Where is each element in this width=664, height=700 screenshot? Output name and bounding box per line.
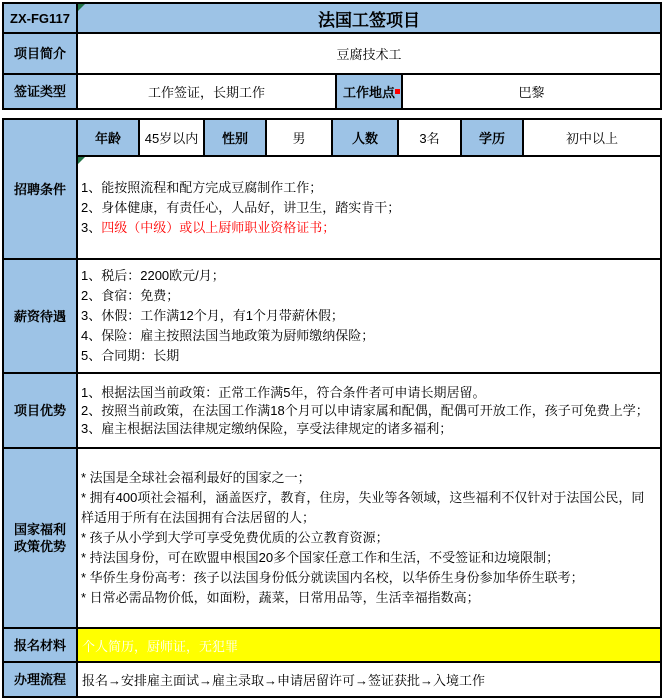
- field-education-label: 学历: [462, 120, 522, 155]
- recruit-line-prefix: 3、: [81, 219, 102, 235]
- project-brief-label: 项目简介: [4, 34, 76, 73]
- recruit-section: [4, 120, 660, 258]
- salary-line: 5、合同期：长期: [81, 348, 180, 363]
- field-gender-label: 性别: [205, 120, 265, 155]
- salary-section: [4, 260, 660, 372]
- field-headcount-label: 人数: [333, 120, 397, 155]
- recruit-line: 1、能按照流程和配方完成豆腐制作工作；: [81, 179, 323, 195]
- welfare-label-line2: 政策优势: [13, 539, 66, 554]
- advantages-section: [4, 374, 660, 447]
- comment-marker-icon: [395, 89, 400, 94]
- field-age-label: 年龄: [78, 120, 138, 155]
- field-education-value: 初中以上: [524, 120, 660, 155]
- recruit-fields-row: [78, 120, 660, 155]
- process-section: [4, 663, 660, 696]
- page-title-text: 法国工签项目: [318, 10, 420, 30]
- project-brief-row: [4, 34, 660, 73]
- recruit-right-area: [78, 120, 660, 258]
- title-row: [4, 4, 660, 32]
- project-code-cell: ZX-FG117: [4, 4, 76, 32]
- advantages-content: [78, 374, 660, 447]
- recruit-line-red-text: 四级（中级）或以上厨师职业资格证书；: [101, 219, 336, 235]
- salary-content: [78, 260, 660, 372]
- welfare-line: * 持法国身份，可在欧盟申根国20多个国家任意工作和生活，不受签证和边境限制；: [81, 550, 560, 565]
- recruit-label: 招聘条件: [4, 120, 76, 258]
- work-location-label-text: 工作地点: [342, 85, 395, 100]
- process-label: 办理流程: [4, 663, 76, 696]
- field-gender-value: 男: [267, 120, 331, 155]
- materials-section: [4, 629, 660, 661]
- process-value: 报名→安排雇主面试→雇主录取→申请居留许可→签证获批→入境工作: [78, 663, 660, 696]
- welfare-line: * 日常必需品物价低，如面粉，蔬菜，日常用品等，生活幸福指数高；: [81, 590, 480, 605]
- welfare-label-line1: 国家福利: [13, 522, 66, 537]
- salary-line: 3、休假：工作满12个月，有1个月带薪休假；: [81, 308, 344, 323]
- materials-value: 个人简历，厨师证，无犯罪: [78, 629, 660, 661]
- welfare-line: * 华侨生身份高考：孩子以法国身份低分就读国内名校，以华侨生身份参加华侨生联考；: [81, 570, 584, 585]
- advantages-label: 项目优势: [4, 374, 76, 447]
- recruit-line: 2、身体健康，有责任心，人品好，讲卫生，踏实肯干；: [81, 199, 401, 215]
- excel-green-corner-icon: [78, 4, 85, 11]
- welfare-label: [4, 449, 76, 627]
- work-location-label: [337, 75, 401, 108]
- work-location-value: 巴黎: [403, 75, 660, 108]
- visa-type-value: 工作签证，长期工作: [78, 75, 335, 108]
- field-headcount-value: 3名: [399, 120, 460, 155]
- welfare-section: [4, 449, 660, 627]
- advantages-line: 2、按照当前政策，在法国工作满18个月可以申请家属和配偶，配偶可开放工作，孩子可免费上学；: [81, 402, 649, 418]
- visa-type-label: 签证类型: [4, 75, 76, 108]
- page-title: [78, 4, 660, 32]
- salary-label: 薪资待遇: [4, 260, 76, 372]
- welfare-line: * 拥有400项社会福利，涵盖医疗，教育，住房，失业等各领域，这些福利不仅针对于法国公民，同样适用于所有在法国拥有合法居留的人；: [81, 490, 645, 525]
- materials-label: 报名材料: [4, 629, 76, 661]
- header-block: [2, 2, 662, 110]
- welfare-content: [78, 449, 660, 627]
- project-brief-value: 豆腐技术工: [78, 34, 660, 73]
- welfare-line: * 孩子从小学到大学可享受免费优质的公立教育资源；: [81, 530, 389, 545]
- main-block: [2, 118, 662, 698]
- recruit-content: [78, 157, 660, 258]
- advantages-line: 1、根据法国当前政策：正常工作满5年，符合条件者可申请长期居留。: [81, 384, 486, 400]
- recruit-line-certificate: [81, 218, 656, 238]
- salary-line: 1、税后：2200欧元/月；: [81, 268, 225, 283]
- salary-line: 4、保险：雇主按照法国当地政策为厨师缴纳保险；: [81, 328, 375, 343]
- field-age-value: 45岁以内: [140, 120, 203, 155]
- welfare-line: * 法国是全球社会福利最好的国家之一；: [81, 470, 311, 485]
- excel-green-corner-icon: [78, 157, 85, 164]
- salary-line: 2、食宿：免费；: [81, 288, 180, 303]
- visa-type-row: [4, 75, 660, 108]
- advantages-line: 3、雇主根据法国法律规定缴纳保险，享受法律规定的诸多福利；: [81, 420, 453, 436]
